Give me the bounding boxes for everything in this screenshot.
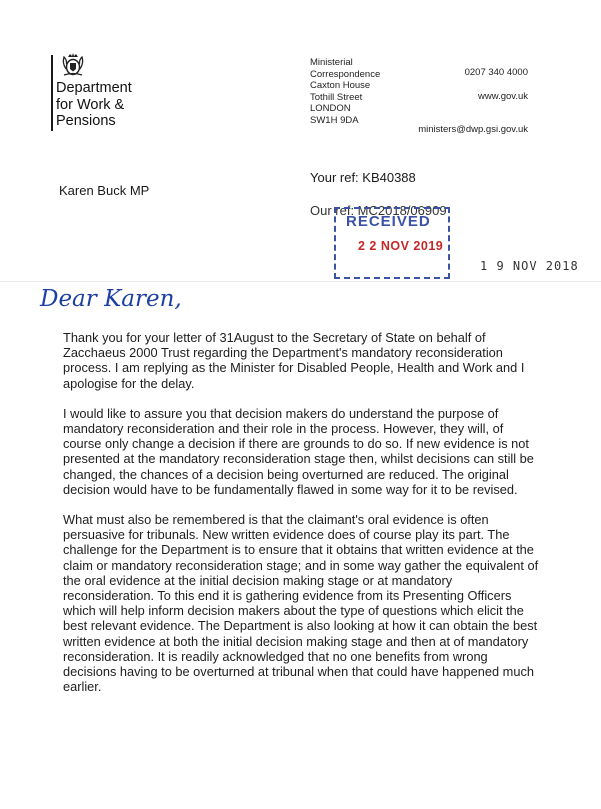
our-reference: Our ref: MC2018/06909: [310, 203, 447, 218]
address-line: Tothill Street: [310, 91, 363, 103]
letter-date: 1 9 NOV 2018: [480, 259, 579, 273]
website-link[interactable]: www.gov.uk: [478, 91, 528, 102]
handwritten-salutation: Dear Karen,: [40, 286, 182, 312]
address-line: Correspondence: [310, 68, 381, 80]
department-name: [56, 80, 132, 130]
royal-crest-icon: [58, 52, 88, 78]
page-fold-line: [0, 281, 601, 282]
stamp-label: RECEIVED: [346, 213, 431, 230]
address-line: Caxton House: [310, 80, 371, 91]
address-line: LONDON: [310, 103, 351, 114]
department-line: for Work &: [56, 96, 125, 113]
body-paragraph: What must also be remembered is that the claimant's oral evidence is often persuasive for tribunals. New written evidence does of course play its part. The challenge for the Department is to ensure that it obtains that written evidence at the claim or mandatory reconsideration stage; and in some way gather the equivalent of the oral evidence at the initial decision making stage or at mandatory reconsideration. To this end it is gathering evidence from its Presenting Officers which will help inform decision makers about the type of questions which elicit the best relevant evidence. The Department is also looking at how it can obtain the best written evidence at both the initial decision making stage and then at of mandatory reconsideration. It is readily acknowledged that no one benefits from wrong decisions having to be overturned at tribunal when that could have happened much earlier.: [63, 512, 539, 695]
email-address[interactable]: ministers@dwp.gsi.gov.uk: [418, 124, 528, 135]
stamp-date: 2 2 NOV 2019: [358, 239, 444, 253]
department-line: Pensions: [56, 113, 116, 129]
address-line: Ministerial: [310, 57, 353, 68]
body-paragraph: I would like to assure you that decision makers do understand the purpose of mandatory reconsideration and their role in the process. However, they will, of course only change a decision if there are grounds to do so. If new evidence is not presented at the mandatory reconsideration stage then, whilst decisions can still be changed, the chances of a decision being overturned are reduced. The original decision would have to be fundamentally flawed in some way for it to be revised.: [63, 405, 534, 497]
office-address: [310, 57, 380, 126]
recipient-name: Karen Buck MP: [59, 183, 150, 198]
department-line: Department: [56, 80, 132, 96]
body-paragraph: Thank you for your letter of 31August to the Secretary of State on behalf of Zacchaeus 2000 Trust regarding the Department's mandatory reconsideration process. I am replying as the Minister for Disabled People, Health and Work and I apologise for the delay.: [63, 330, 525, 391]
phone-number: 0207 340 4000: [464, 67, 528, 78]
address-line: SW1H 9DA: [310, 114, 359, 126]
your-reference: Your ref: KB40388: [310, 170, 416, 185]
received-stamp: [334, 207, 450, 279]
letter-body: [63, 330, 543, 709]
brand-rule: [51, 55, 53, 131]
